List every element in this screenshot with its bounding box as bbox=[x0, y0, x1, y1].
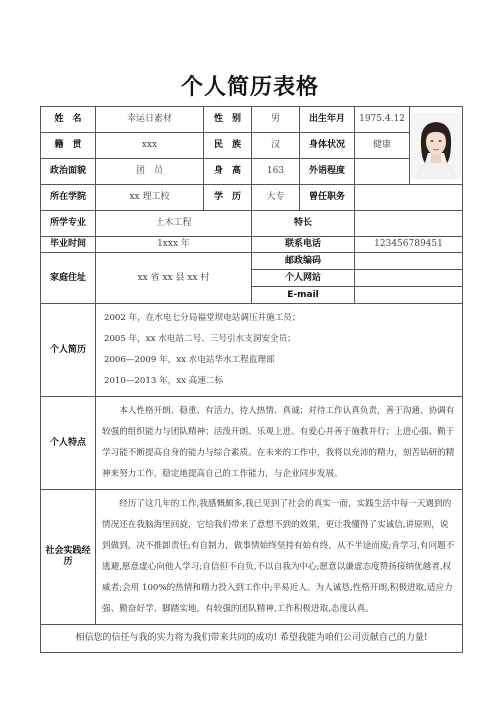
history-item: 2002 年，在水电七分局福堂坝电站调压井施工员； bbox=[104, 313, 301, 323]
ethnic-value: 汉 bbox=[252, 133, 300, 159]
political-value: 团 员 bbox=[96, 159, 204, 185]
postcode-value bbox=[355, 253, 463, 270]
foreign-label: 外语程度 bbox=[300, 159, 355, 185]
health-value: 健康 bbox=[355, 133, 410, 159]
birth-value: 1975.4.12 bbox=[355, 107, 410, 133]
gender-value: 男 bbox=[252, 107, 300, 133]
foreign-value bbox=[355, 159, 410, 185]
history-list bbox=[96, 304, 463, 397]
traits-text: 本人性格开朗、稳重、有活力，待人热情、真诚；对待工作认真负责，善于沟通、协调有较强的组织能力与团队精神；活泼开朗、乐观上进、有爱心并善于施教并行；上进心强、勤于学习能不断提高自身的能力与综合素质。在未来的工作中，我将以充沛的精力，刻苦钻研的精神来努力工作，稳定地提高自己的工作能力，与企业同步发展。 bbox=[96, 397, 463, 490]
email-value bbox=[355, 287, 463, 304]
history-label: 个人简历 bbox=[41, 304, 96, 397]
height-value: 163 bbox=[252, 159, 300, 185]
history-item: 2006—2009 年，xx 水电站华水工程监理部 bbox=[104, 355, 275, 365]
school-label: 所在学院 bbox=[41, 185, 96, 211]
name-value: 幸运日素材 bbox=[96, 107, 204, 133]
skill-value bbox=[355, 211, 463, 237]
history-item: 2010—2013 年，xx 高速二标 bbox=[104, 376, 224, 386]
ethnic-label: 民 族 bbox=[204, 133, 252, 159]
portrait-photo bbox=[410, 113, 462, 179]
skill-label: 特长 bbox=[252, 211, 355, 237]
height-label: 身 高 bbox=[204, 159, 252, 185]
political-label: 政治面貌 bbox=[41, 159, 96, 185]
resume-table bbox=[40, 106, 463, 653]
history-item: 2005 年，xx 水电站二号、三号引水支洞安全员； bbox=[104, 334, 296, 344]
origin-value: xxx bbox=[96, 133, 204, 159]
birth-label: 出生年月 bbox=[300, 107, 355, 133]
gender-label: 性 别 bbox=[204, 107, 252, 133]
photo-cell bbox=[410, 107, 463, 185]
social-text: 经历了这几年的工作,我感慨颇多,我已见到了社会的真实一面，实践生活中每一天遇到的情况还在我脑海里回旋，它给我们带来了意想不到的效果，更让我懂得了实诚信,讲原则，说到做到，决不推卸责任;有自制力，做事情始终坚持有始有终，从不半途而废;肯学习,有问题不逃避,愿意虚心向他人学习;自信但不自负,不以自我为中心;愿意以谦虚态度赞扬接纳优越者,权威者;会用 100%的热情和精力投入到工作中;平易近人。为人诚恳,性格开朗,积极进取,适应力强、勤奋好学、脚踏实地，有较强的团队精神,工作积极进取,态度认真。 bbox=[96, 490, 463, 625]
health-label: 身体状况 bbox=[300, 133, 355, 159]
degree-value: 大专 bbox=[252, 185, 300, 211]
website-value bbox=[355, 270, 463, 287]
grad-label: 毕业时间 bbox=[41, 237, 96, 253]
major-label: 所学专业 bbox=[41, 211, 96, 237]
degree-label: 学 历 bbox=[204, 185, 252, 211]
position-label: 曾任职务 bbox=[300, 185, 355, 211]
social-label: 社会实践经历 bbox=[41, 490, 96, 625]
traits-label: 个人特点 bbox=[41, 397, 96, 490]
address-label: 家庭住址 bbox=[41, 253, 96, 304]
phone-label: 联系电话 bbox=[252, 237, 355, 253]
grad-value: 1xxx 年 bbox=[96, 237, 252, 253]
school-value: xx 理工校 bbox=[96, 185, 204, 211]
major-value: 土木工程 bbox=[96, 211, 252, 237]
address-value: xx 省 xx 县 xx 村 bbox=[96, 253, 252, 304]
origin-label: 籍 贯 bbox=[41, 133, 96, 159]
name-label: 姓 名 bbox=[41, 107, 96, 133]
phone-value: 123456789451 bbox=[355, 237, 463, 253]
email-label: E-mail bbox=[252, 287, 355, 304]
postcode-label: 邮政编码 bbox=[252, 253, 355, 270]
footer-statement: 相信您的信任与我的实力将为我们带来共同的成功! 希望我能为咱们公司贡献自己的力量! bbox=[41, 625, 463, 653]
page-title: 个人简历表格 bbox=[180, 75, 319, 100]
position-value bbox=[355, 185, 463, 211]
website-label: 个人网站 bbox=[252, 270, 355, 287]
